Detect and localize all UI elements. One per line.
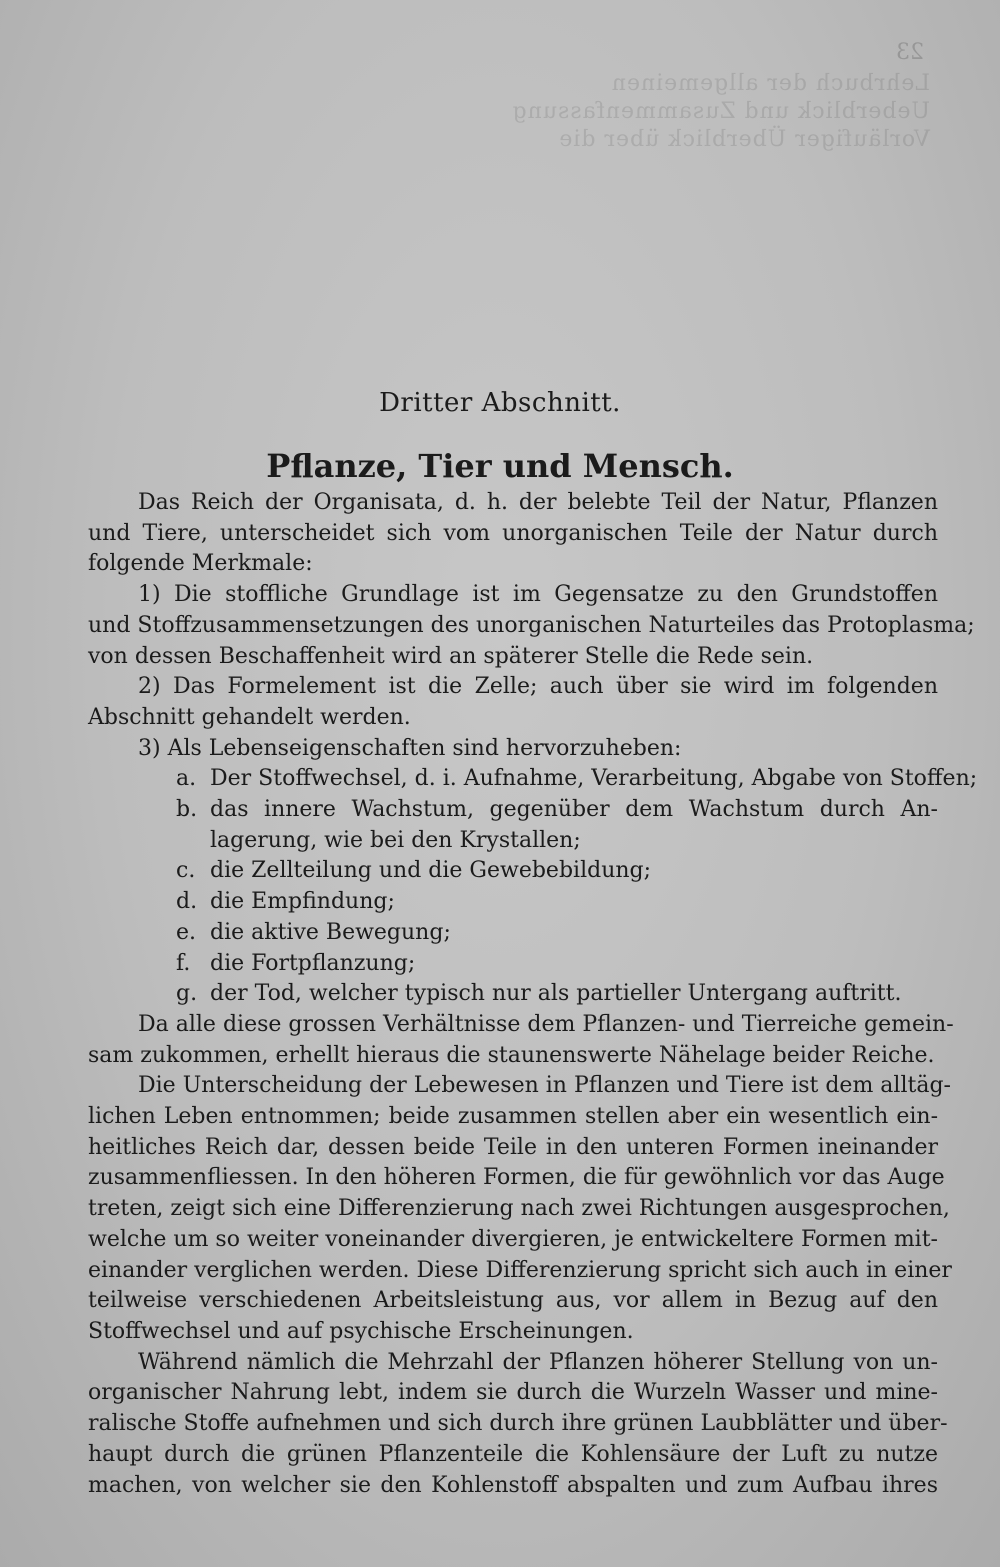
text-line: und Stoffzusammensetzungen des unorganischen Naturteiles das Protoplasma; — [88, 612, 975, 638]
list-item-text: das innere Wachstum, gegenüber dem Wachstum durch An- — [210, 797, 938, 823]
page-number: 23 — [896, 40, 924, 65]
list-letter: d. — [176, 889, 198, 915]
chapter-title: Pflanze, Tier und Mensch. — [266, 447, 734, 485]
text-line: sam zukommen, erhellt hieraus die staunenswerte Nähelage beider Reiche. — [88, 1042, 935, 1068]
text-line: 3) Als Lebenseigenschaften sind hervorzuheben: — [138, 735, 682, 761]
text-line: und Tiere, unterscheidet sich vom unorganischen Teile der Natur durch — [88, 520, 938, 546]
list-item — [88, 979, 938, 1010]
text-line: von dessen Beschaffenheit wird an späterer Stelle die Rede sein. — [88, 643, 814, 669]
list-letter: b. — [176, 797, 198, 823]
list-item-text: die Zellteilung und die Gewebebildung; — [210, 858, 652, 884]
list-item — [88, 764, 978, 795]
list-letter: c. — [176, 858, 196, 884]
text-line: lichen Leben entnommen; beide zusammen stellen aber ein wesentlich ein- — [88, 1104, 938, 1130]
text-line: folgende Merkmale: — [88, 551, 313, 577]
text-line: 2) Das Formelement ist die Zelle; auch über sie wird im folgenden — [138, 674, 938, 700]
list-letter: f. — [176, 950, 191, 976]
text-line: teilweise verschiedenen Arbeitsleistung aus, vor allem in Bezug auf den — [88, 1288, 938, 1314]
section-label: Dritter Abschnitt. — [379, 388, 621, 418]
text-line: Die Unterscheidung der Lebewesen in Pflanzen und Tiere ist dem alltäg- — [138, 1073, 951, 1099]
text-line: Da alle diese grossen Verhältnisse dem Pflanzen- und Tierreiche gemein- — [138, 1011, 954, 1037]
list-item-text: die aktive Bewegung; — [210, 919, 451, 945]
bleed-line: Lehrbuch der allgemeinen — [610, 71, 930, 96]
text-line: Abschnitt gehandelt werden. — [88, 704, 411, 730]
text-line: organischer Nahrung lebt, indem sie durch die Wurzeln Wasser und mine- — [88, 1380, 938, 1406]
list-item — [88, 887, 938, 918]
list-item-text: die Fortpflanzung; — [210, 950, 416, 976]
list-item — [88, 918, 938, 949]
list-letter: g. — [176, 981, 198, 1007]
text-line: machen, von welcher sie den Kohlenstoff abspalten und zum Aufbau ihres — [88, 1472, 938, 1498]
text-line: haupt durch die grünen Pflanzenteile die Kohlensäure der Luft zu nutze — [88, 1441, 938, 1467]
text-line: ralische Stoffe aufnehmen und sich durch ihre grünen Laubblätter und über- — [88, 1411, 948, 1437]
list-item-text: die Empfindung; — [210, 889, 395, 915]
list-item — [88, 949, 938, 980]
list-letter: e. — [176, 919, 197, 945]
text-line: einander verglichen werden. Diese Differenzierung spricht sich auch in einer — [88, 1257, 952, 1283]
text-line: zusammenfliessen. In den höheren Formen, die für gewöhnlich vor das Auge — [88, 1165, 945, 1191]
bleed-through-text — [511, 70, 930, 154]
text-line: Stoffwechsel und auf psychische Erscheinungen. — [88, 1318, 634, 1344]
bleed-line: Ueberblick und Zusammenfassung — [511, 99, 930, 124]
text-line: 1) Die stoffliche Grundlage ist im Gegensatze zu den Grundstoffen — [138, 582, 938, 608]
text-line: heitliches Reich dar, dessen beide Teile in den unteren Formen ineinander — [88, 1134, 938, 1160]
text-line: welche um so weiter voneinander divergieren, je entwickeltere Formen mit- — [88, 1226, 938, 1252]
text-line: Das Reich der Organisata, d. h. der belebte Teil der Natur, Pflanzen — [138, 490, 938, 515]
bleed-line: Vorläufiger Überblick über die — [558, 127, 930, 152]
list-item-continuation: lagerung, wie bei den Krystallen; — [210, 827, 581, 853]
list-letter: a. — [176, 766, 197, 792]
text-line: Während nämlich die Mehrzahl der Pflanzen höherer Stellung von un- — [138, 1349, 938, 1375]
list-item — [88, 856, 938, 887]
body-text — [88, 488, 978, 1501]
text-line: treten, zeigt sich eine Differenzierung nach zwei Richtungen ausgesprochen, — [88, 1196, 950, 1222]
list-item-text: Der Stoffwechsel, d. i. Aufnahme, Verarbeitung, Abgabe von Stoffen; — [210, 766, 978, 792]
list-item-text: der Tod, welcher typisch nur als partieller Untergang auftritt. — [210, 981, 902, 1007]
list-item — [88, 795, 938, 826]
